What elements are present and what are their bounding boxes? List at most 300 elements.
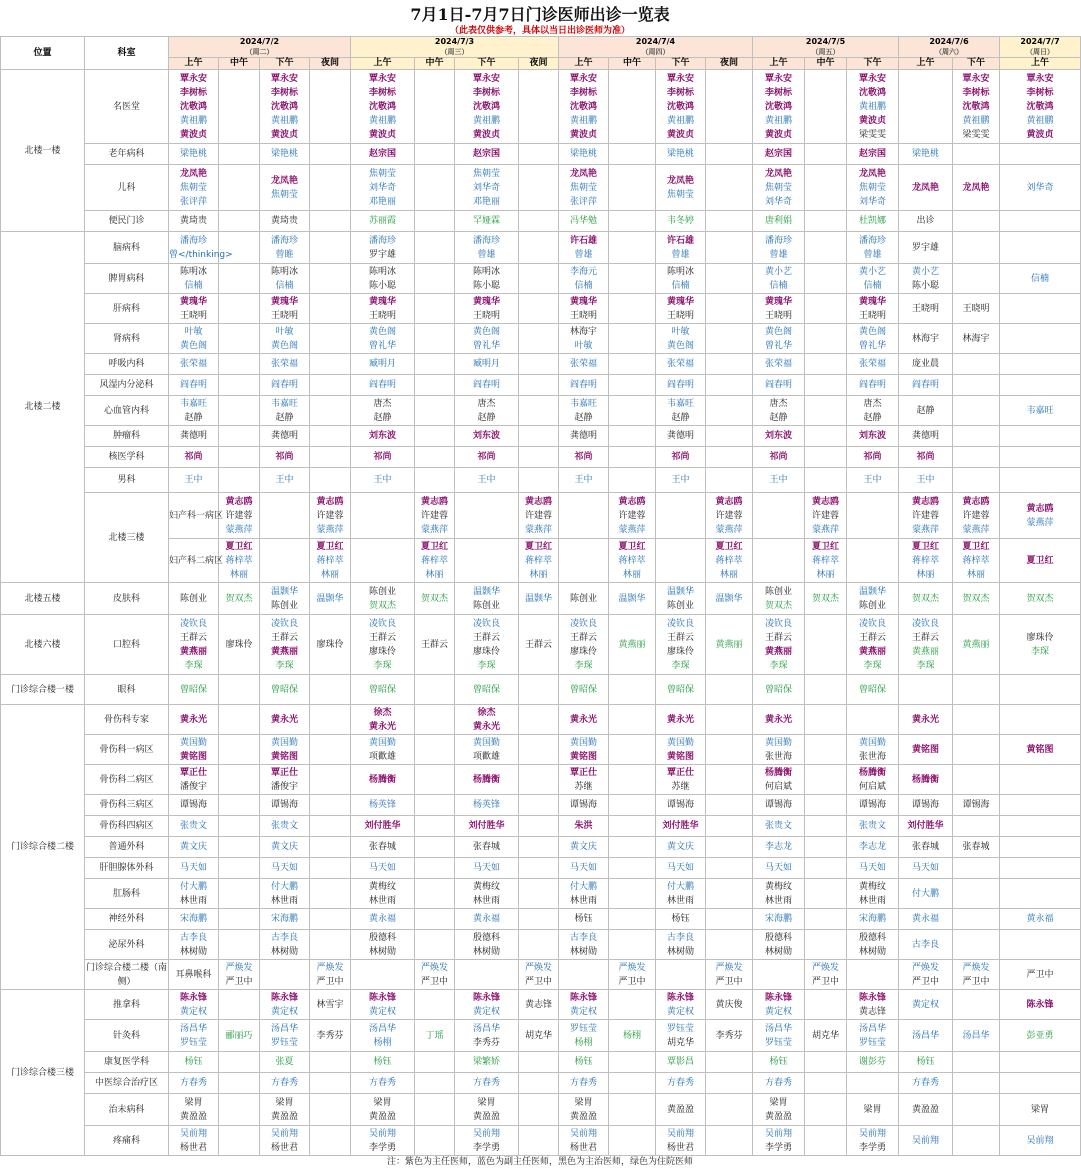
doctor-cell <box>169 675 219 705</box>
doctor-name: 龙凤艳 <box>859 168 887 179</box>
doctor-cell <box>805 426 847 447</box>
doctor-cell <box>805 70 847 144</box>
doctor-cell <box>519 837 559 858</box>
doctor-name: 林世雨 <box>666 895 694 906</box>
doctor-cell <box>847 705 899 735</box>
doctor-cell <box>953 354 1000 375</box>
slot-header: 上午 <box>169 58 219 70</box>
doctor-cell <box>753 735 805 765</box>
doctor-cell <box>1000 909 1081 930</box>
day-weekday: （周日） <box>1026 48 1055 56</box>
doctor-cell <box>953 909 1000 930</box>
doctor-cell <box>609 447 656 468</box>
doctor-name: 张春城 <box>368 842 396 852</box>
doctor-name: 温颢华 <box>524 593 552 604</box>
doctor-name: 杨钰 <box>373 1057 392 1067</box>
doctor-name: 严卫中 <box>1026 969 1054 980</box>
doctor-name: 严焕发 <box>225 962 253 973</box>
doctor-name: 黄梅纹 <box>859 881 887 892</box>
doctor-name: 赵静 <box>373 412 392 423</box>
doctor-cell <box>519 930 559 960</box>
slot-header: 中午 <box>805 58 847 70</box>
doctor-cell <box>351 493 415 539</box>
day-header <box>753 37 899 58</box>
doctor-cell <box>455 816 519 837</box>
doctor-name: 夏卫红 <box>715 541 743 552</box>
doctor-name: 黄定权 <box>666 1006 694 1017</box>
doctor-cell <box>609 1073 656 1094</box>
doctor-cell <box>953 615 1000 675</box>
doctor-cell <box>753 795 805 816</box>
doctor-cell <box>753 930 805 960</box>
doctor-name: 杨英锋 <box>472 800 500 810</box>
doctor-cell <box>351 960 415 990</box>
doctor-name: 黄瑰华 <box>764 296 792 307</box>
doctor-name: 蒙燕萍 <box>962 524 990 535</box>
doctor-name: 黄志鸥 <box>912 496 940 507</box>
doctor-cell <box>753 1126 805 1156</box>
doctor-name: 黄祖鹏 <box>666 115 694 126</box>
doctor-cell <box>351 232 415 264</box>
doctor-cell <box>559 1126 609 1156</box>
doctor-cell <box>1000 837 1081 858</box>
doctor-cell <box>310 1094 351 1126</box>
doctor-name: 黄盈盈 <box>179 1111 207 1122</box>
doctor-name: 李秀芬 <box>472 1037 500 1048</box>
doctor-name: 林树勋 <box>179 946 207 957</box>
doctor-name: 陈创业 <box>270 600 298 611</box>
doctor-name: 黄祖鹏 <box>859 101 887 112</box>
doctor-cell <box>753 1073 805 1094</box>
doctor-name: 刘华奇 <box>1026 182 1054 193</box>
doctor-name: 黄定权 <box>569 1006 597 1017</box>
doctor-name: 张荣福 <box>270 359 298 369</box>
doctor-name: 王群云 <box>569 632 597 643</box>
doctor-cell <box>219 539 260 583</box>
doctor-name: 许石雄 <box>569 235 597 246</box>
doctor-name: 李志龙 <box>859 842 887 852</box>
doctor-name: 阎春明 <box>569 380 597 390</box>
doctor-name: 刘东波 <box>764 431 792 441</box>
doctor-cell <box>656 70 706 144</box>
doctor-cell <box>310 211 351 232</box>
doctor-name: 彭亚勇 <box>1026 1030 1054 1041</box>
doctor-cell <box>805 493 847 539</box>
doctor-name: 梁艳桃 <box>270 149 298 159</box>
doctor-cell <box>953 1073 1000 1094</box>
doctor-cell <box>559 705 609 735</box>
doctor-cell <box>899 396 953 426</box>
doctor-cell <box>219 144 260 165</box>
table-row <box>1 879 1081 909</box>
doctor-name: 蒙燕萍 <box>912 524 940 535</box>
doctor-name: 潘海珍 <box>764 235 792 246</box>
doctor-cell <box>519 264 559 294</box>
doctor-name: 黄小艺 <box>764 266 792 277</box>
table-row <box>1 675 1081 705</box>
doctor-name: 林世雨 <box>270 895 298 906</box>
doctor-cell <box>351 816 415 837</box>
doctor-name: 吴前翔 <box>859 1128 887 1139</box>
doctor-name: 黄文庆 <box>270 842 298 852</box>
doctor-cell <box>753 539 805 583</box>
doctor-name: 谭锡海 <box>912 800 940 810</box>
department-cell: 骨伤科一病区 <box>85 735 169 765</box>
doctor-cell <box>519 165 559 211</box>
doctor-cell <box>899 447 953 468</box>
doctor-name: 出诊 <box>916 216 935 226</box>
doctor-name: 凌钦良 <box>912 618 940 629</box>
day-header <box>1000 37 1081 58</box>
doctor-cell <box>455 1094 519 1126</box>
doctor-name: 谢彭芬 <box>859 1057 887 1067</box>
doctor-cell <box>609 858 656 879</box>
doctor-cell <box>559 960 609 990</box>
doctor-name: 凌钦良 <box>472 618 500 629</box>
doctor-name: 赵静 <box>916 405 935 416</box>
location-cell: 北楼一楼 <box>1 70 85 232</box>
doctor-name: 蒋梓萃 <box>618 555 646 566</box>
doctor-name: 林世雨 <box>368 895 396 906</box>
doctor-cell <box>219 583 260 615</box>
doctor-cell <box>559 539 609 583</box>
slot-header: 中午 <box>609 58 656 70</box>
doctor-cell <box>169 70 219 144</box>
doctor-cell <box>219 837 260 858</box>
doctor-cell <box>169 375 219 396</box>
doctor-cell <box>847 1073 899 1094</box>
doctor-name: 信楠 <box>574 280 593 291</box>
doctor-cell <box>455 583 519 615</box>
doctor-cell <box>260 583 310 615</box>
doctor-name: 韦嘉旺 <box>666 398 694 409</box>
doctor-cell <box>753 705 805 735</box>
doctor-name: 张贵文 <box>179 821 207 831</box>
department-cell: 口腔科 <box>85 615 169 675</box>
doctor-name: 黄志鸥 <box>811 496 839 507</box>
department-cell: 妇产科一病区 <box>169 493 219 539</box>
doctor-name: 黄铭图 <box>912 744 940 755</box>
doctor-cell <box>753 675 805 705</box>
doctor-name: 梁胃 <box>1031 1104 1050 1115</box>
doctor-cell <box>519 879 559 909</box>
doctor-cell <box>219 324 260 354</box>
doctor-name: 王晓明 <box>179 310 207 321</box>
doctor-name: 黄小艺 <box>912 266 940 277</box>
doctor-cell <box>953 816 1000 837</box>
doctor-cell <box>656 539 706 583</box>
doctor-name: 阎春明 <box>368 380 396 390</box>
doctor-cell <box>656 735 706 765</box>
doctor-name: 李琛 <box>574 660 593 671</box>
doctor-name: 许石雄 <box>666 235 694 246</box>
doctor-cell <box>519 426 559 447</box>
doctor-name: 韦嘉旺 <box>1026 405 1054 416</box>
doctor-cell <box>805 354 847 375</box>
doctor-cell <box>219 960 260 990</box>
day-date: 2024/7/7 <box>1020 37 1060 46</box>
doctor-name: 曾昭保 <box>472 684 500 695</box>
doctor-cell <box>706 960 753 990</box>
doctor-name: 杨腾衡 <box>764 767 792 778</box>
doctor-name: 林树勋 <box>270 946 298 957</box>
doctor-cell <box>609 909 656 930</box>
doctor-cell <box>805 144 847 165</box>
doctor-cell <box>260 879 310 909</box>
doctor-cell <box>310 396 351 426</box>
doctor-cell <box>706 144 753 165</box>
doctor-name: 覃影昌 <box>666 1057 694 1067</box>
table-row <box>1 144 1081 165</box>
doctor-cell <box>1000 211 1081 232</box>
doctor-name: 汤昌华 <box>270 1023 298 1034</box>
doctor-cell <box>559 765 609 795</box>
doctor-name: 胡克华 <box>666 1037 694 1048</box>
doctor-cell <box>260 1094 310 1126</box>
doctor-cell <box>415 765 455 795</box>
doctor-name: 黄瑰华 <box>666 296 694 307</box>
doctor-name: 殷德科 <box>472 932 500 943</box>
doctor-cell <box>415 816 455 837</box>
doctor-name: 黄色阁 <box>666 340 694 351</box>
doctor-cell <box>219 396 260 426</box>
doctor-cell <box>455 144 519 165</box>
doctor-name: 蒙燕萍 <box>225 524 253 535</box>
doctor-cell <box>706 1094 753 1126</box>
doctor-cell <box>260 493 310 539</box>
doctor-name: 黄波贞 <box>859 115 887 126</box>
doctor-name: 王中 <box>574 475 593 485</box>
doctor-cell <box>706 211 753 232</box>
doctor-name: 黄铭图 <box>666 751 694 762</box>
doctor-cell <box>559 1020 609 1052</box>
doctor-name: 王中 <box>916 475 935 485</box>
doctor-cell <box>260 354 310 375</box>
doctor-name: 罗钰莹 <box>666 1023 694 1034</box>
doctor-name: 许建蓉 <box>420 510 448 521</box>
doctor-name: 黄瑰华 <box>472 296 500 307</box>
doctor-cell <box>260 675 310 705</box>
doctor-cell <box>519 324 559 354</box>
doctor-name: 覃永安 <box>368 73 396 84</box>
doctor-cell <box>805 211 847 232</box>
doctor-cell <box>1000 1094 1081 1126</box>
doctor-name: 温颢华 <box>666 586 694 597</box>
doctor-name: 黄瑰华 <box>368 296 396 307</box>
doctor-cell <box>169 837 219 858</box>
doctor-name: 黄波贞 <box>270 129 298 140</box>
doctor-cell <box>805 765 847 795</box>
doctor-cell <box>219 354 260 375</box>
doctor-cell <box>351 211 415 232</box>
doctor-cell <box>847 583 899 615</box>
doctor-name: 杨钰 <box>671 914 690 924</box>
doctor-cell <box>805 930 847 960</box>
table-row <box>1 705 1081 735</box>
table-row <box>1 468 1081 493</box>
slot-header: 夜间 <box>706 58 753 70</box>
doctor-cell <box>899 816 953 837</box>
doctor-name: 方春秀 <box>569 1078 597 1088</box>
doctor-name: 覃正仕 <box>569 767 597 778</box>
doctor-name: 蒙燕萍 <box>811 524 839 535</box>
doctor-cell <box>351 615 415 675</box>
day-header <box>351 37 559 58</box>
doctor-name: 刘华奇 <box>472 182 500 193</box>
doctor-name: 龚德明 <box>270 431 298 441</box>
doctor-name: 黄志鸥 <box>316 496 344 507</box>
doctor-cell <box>753 909 805 930</box>
doctor-cell <box>169 165 219 211</box>
doctor-name: 黄燕丽 <box>270 646 298 657</box>
doctor-cell <box>609 1052 656 1073</box>
doctor-name: 王群云 <box>420 639 448 650</box>
doctor-cell <box>310 1126 351 1156</box>
doctor-name: 冯华勉 <box>569 216 597 226</box>
doctor-cell <box>169 909 219 930</box>
doctor-cell <box>519 765 559 795</box>
doctor-name: 阎春明 <box>912 380 940 390</box>
doctor-name: 王晓明 <box>368 310 396 321</box>
table-row <box>1 165 1081 211</box>
doctor-cell <box>415 930 455 960</box>
doctor-cell <box>1000 144 1081 165</box>
doctor-name: 马天如 <box>666 863 694 873</box>
doctor-name: 叶敏 <box>184 326 203 337</box>
table-row <box>1 765 1081 795</box>
table-row <box>1 583 1081 615</box>
table-row <box>1 211 1081 232</box>
doctor-name: 丁瑶 <box>425 1030 444 1041</box>
doctor-name: 马天如 <box>912 863 940 873</box>
day-date: 2024/7/4 <box>635 37 676 46</box>
doctor-name: 郦丽巧 <box>225 1030 253 1041</box>
table-row <box>1 990 1081 1020</box>
doctor-cell <box>899 735 953 765</box>
table-row <box>1 70 1081 144</box>
doctor-cell <box>169 264 219 294</box>
doctor-name: 阎春明 <box>270 380 298 390</box>
doctor-name: 严卫中 <box>316 976 344 987</box>
doctor-name: 王中 <box>373 475 392 485</box>
doctor-name: 曾雄 <box>477 249 496 260</box>
doctor-name: 梁艳桃 <box>912 149 940 159</box>
doctor-name: 何启斌 <box>859 781 887 792</box>
doctor-cell <box>656 324 706 354</box>
doctor-name: 黄盈盈 <box>368 1111 396 1122</box>
slot-header: 下午 <box>953 58 1000 70</box>
doctor-name: 严焕发 <box>912 962 940 973</box>
doctor-cell <box>351 375 415 396</box>
doctor-name: 王群云 <box>764 632 792 643</box>
doctor-cell <box>1000 70 1081 144</box>
slot-header: 下午 <box>260 58 310 70</box>
doctor-name: 曾礼华 <box>472 340 500 351</box>
doctor-cell <box>1000 1126 1081 1156</box>
table-row <box>1 426 1081 447</box>
doctor-name: 贺双杰 <box>764 600 792 611</box>
doctor-cell <box>805 816 847 837</box>
doctor-name: 夏卫红 <box>962 541 990 552</box>
doctor-name: 陈创业 <box>764 586 792 597</box>
doctor-cell <box>847 324 899 354</box>
doctor-cell <box>609 539 656 583</box>
doctor-name: 温颢华 <box>859 586 887 597</box>
doctor-name: 吴前翔 <box>764 1128 792 1139</box>
doctor-name: 刘华奇 <box>764 196 792 207</box>
doctor-cell <box>753 354 805 375</box>
doctor-name: 李琛 <box>275 660 294 671</box>
doctor-cell <box>656 930 706 960</box>
doctor-cell <box>805 795 847 816</box>
doctor-name: 许建蓉 <box>225 510 253 521</box>
doctor-name: 林树勋 <box>472 946 500 957</box>
doctor-name: 黄永光 <box>666 714 694 725</box>
doctor-name: 黄燕丽 <box>962 639 990 650</box>
doctor-cell <box>519 1126 559 1156</box>
doctor-name: 贺双杰 <box>368 600 396 611</box>
doctor-name: 覃正仕 <box>270 767 298 778</box>
doctor-cell <box>1000 165 1081 211</box>
doctor-name: 殷德科 <box>368 932 396 943</box>
doctor-name: 吴前翔 <box>1026 1135 1054 1146</box>
department-cell: 肝胆腺体外科 <box>85 858 169 879</box>
doctor-cell <box>415 375 455 396</box>
doctor-cell <box>753 144 805 165</box>
doctor-cell <box>847 675 899 705</box>
doctor-name: 潘海珍 <box>859 235 887 246</box>
doctor-cell <box>519 354 559 375</box>
doctor-name: 曾昭保 <box>270 684 298 695</box>
doctor-name: 杨栩 <box>622 1030 641 1041</box>
doctor-cell <box>706 354 753 375</box>
department-cell: 妇产科二病区 <box>169 539 219 583</box>
doctor-name: 曾礼华 <box>368 340 396 351</box>
doctor-name: 曾雄 <box>574 249 593 260</box>
doctor-name: 黄国勤 <box>270 737 298 748</box>
doctor-name: 黄永光 <box>179 714 207 725</box>
doctor-name: 杨腾衡 <box>859 767 887 778</box>
doctor-cell <box>805 1094 847 1126</box>
doctor-name: 温颢华 <box>270 586 298 597</box>
doctor-name: 黄波贞 <box>179 129 207 140</box>
doctor-name: 覃永安 <box>962 73 990 84</box>
doctor-cell <box>899 1020 953 1052</box>
doctor-cell <box>219 1052 260 1073</box>
doctor-cell <box>753 1020 805 1052</box>
doctor-name: 黄燕丽 <box>618 639 646 650</box>
doctor-cell <box>953 675 1000 705</box>
doctor-cell <box>260 837 310 858</box>
doctor-cell <box>351 539 415 583</box>
doctor-name: 覃永安 <box>666 73 694 84</box>
doctor-name: 梁胃 <box>184 1097 203 1108</box>
doctor-cell <box>753 615 805 675</box>
doctor-name: 潘俊宇 <box>270 781 298 792</box>
doctor-cell <box>609 735 656 765</box>
doctor-name: 李琛 <box>916 660 935 671</box>
doctor-cell <box>805 232 847 264</box>
department-cell: 肿瘤科 <box>85 426 169 447</box>
doctor-name: 汤昌华 <box>912 1030 940 1041</box>
location-cell: 北楼二楼 <box>1 232 85 583</box>
doctor-name: 李树标 <box>1026 87 1054 98</box>
doctor-name: 祁尚 <box>574 452 593 462</box>
doctor-name: 黄瑰华 <box>270 296 298 307</box>
doctor-cell <box>415 396 455 426</box>
doctor-name: 叶敏 <box>671 326 690 337</box>
doctor-name: 陈创业 <box>472 600 500 611</box>
